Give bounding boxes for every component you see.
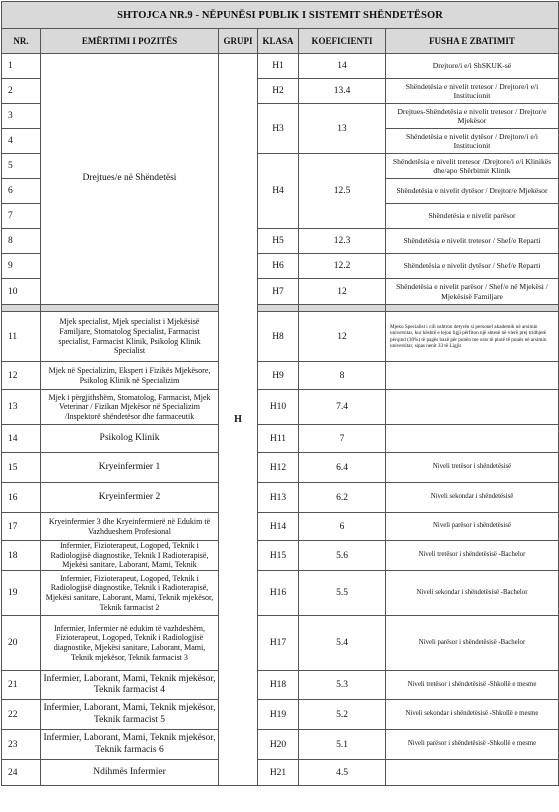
row-fusha: Shëndetësia e nivelit tretesor / Shef/e Reparti [386,229,559,254]
row-fusha: Shëndetësia e nivelit dytësor / Drejtore/i e/i Institucionit [386,129,559,154]
row-name: Mjek specialist, Mjek specialist i Mjekësisë Familjare, Stomatolog Specialist, Farmacist specialist, Farmacist Klinik, Psikolog Klinik Specialist [41,312,219,362]
row-nr: 12 [2,362,41,390]
row-name: Psikolog Klinik [41,425,219,453]
row-nr: 19 [2,571,41,616]
row-fusha: Niveli parësor i shëndetësisë -Shkollë e mesme [386,730,559,760]
table-title: SHTOJCA NR.9 - NËPUNËSI PUBLIK I SISTEMIT SHËNDETËSOR [2,2,559,29]
row-koef: 6 [299,513,386,541]
table-row [2,571,559,616]
row-koef: 6.2 [299,483,386,513]
row-koef: 12.2 [299,254,386,279]
row-fusha [386,425,559,453]
row-name: Infermier, Laborant, Mami, Teknik mjekësor, Teknik farmacis 6 [41,730,219,760]
row-nr: 24 [2,760,41,786]
header-nr: NR. [2,29,41,54]
row-klasa: H16 [258,571,299,616]
row-koef: 5.3 [299,671,386,700]
row-koef: 13.4 [299,79,386,104]
row-fusha: Shëndetësia e nivelit dytësor / Shef/e Reparti [386,254,559,279]
row-nr: 14 [2,425,41,453]
row-nr: 13 [2,390,41,425]
row-nr: 11 [2,312,41,362]
row-nr: 3 [2,104,41,129]
row-nr: 22 [2,700,41,730]
row-klasa: H11 [258,425,299,453]
row-koef: 12.5 [299,154,386,229]
table-row [2,453,559,483]
row-klasa: H9 [258,362,299,390]
table-row [2,513,559,541]
row-name: Infermier, Fizioterapeut, Logoped, Teknik i Radiologjisë diagnostike, Teknik I Radioterapisë, Mjekësi sanitare, Laborant, Mami, Teknik [41,541,219,571]
row-fusha: Drejtues-Shëndetësia e nivelit tretesor / Drejtor/e Mjekësor [386,104,559,129]
row-fusha: Niveli tretësor i shëndetësisë -Bachelor [386,541,559,571]
table-row [2,54,559,79]
row-nr: 2 [2,79,41,104]
table-row [2,390,559,425]
row-nr: 8 [2,229,41,254]
row-koef: 12.3 [299,229,386,254]
row-koef: 5.1 [299,730,386,760]
row-fusha: Shëndetësia e nivelit tretesor /Drejtore/i e/i Klinikës dhe/apo Shërbimit Klinik [386,154,559,179]
header-emertimi: EMËRTIMI I POZITËS [41,29,219,54]
row-koef: 6.4 [299,453,386,483]
row-klasa: H5 [258,229,299,254]
row-koef: 8 [299,362,386,390]
row-name: Mjek në Specializim, Ekspert i Fizikës Mjekësore, Psikolog Klinik në Specializim [41,362,219,390]
row-koef: 13 [299,104,386,154]
row-koef: 5.2 [299,700,386,730]
row-klasa: H6 [258,254,299,279]
row-klasa: H7 [258,279,299,305]
row-fusha: Shëndetësia e nivelit tretesor / Drejtore/i e/i Institucionit [386,79,559,104]
row-klasa: H3 [258,104,299,154]
row-fusha: Shëndetësia e nivelit dytësor / Drejtor/e Mjekësor [386,179,559,204]
header-fusha: FUSHA E ZBATIMIT [386,29,559,54]
row-nr: 15 [2,453,41,483]
row-nr: 21 [2,671,41,700]
row-fusha: Niveli parësor i shëndetësisë -Bachelor [386,616,559,671]
row-name: Infermier, Laborant, Mami, Teknik mjekësor, Teknik farmacist 4 [41,671,219,700]
row-koef: 5.5 [299,571,386,616]
row-koef: 5.4 [299,616,386,671]
group-cell: H [219,54,258,786]
row-fusha: Niveli parësor i shëndetësisë [386,513,559,541]
row-fusha: Mjeku Specialist i cili ushtron detyrën si personel akademik në arsimin universitar, kur kështë e lejon ligji përfiton një shtesë në vlerë prej tridhjetë përqind (30%) të pagës bazë për punën me orar të plotë të punës në arsimin universitar, sipas nenit 33 të Ligjit [386,312,559,362]
row-klasa: H13 [258,483,299,513]
row-nr: 18 [2,541,41,571]
row-fusha: Niveli sekondar i shëndetësisë -Bachelor [386,571,559,616]
section-separator [2,305,559,312]
table-row [2,616,559,671]
row-name: Kryeinfermier 2 [41,483,219,513]
row-koef: 7.4 [299,390,386,425]
row-fusha: Niveli sekondar i shëndetësisë [386,483,559,513]
row-fusha: Shëndetësia e nivelit parësor / Shef/e në Mjekësi / Mjekësisë Familjare [386,279,559,305]
row-nr: 4 [2,129,41,154]
row-nr: 5 [2,154,41,179]
header-klasa: KLASA [258,29,299,54]
row-nr: 20 [2,616,41,671]
row-nr: 16 [2,483,41,513]
table-row [2,730,559,760]
row-klasa: H14 [258,513,299,541]
header-koeficienti: KOEFICIENTI [299,29,386,54]
row-klasa: H15 [258,541,299,571]
classification-table [1,1,559,786]
row-klasa: H21 [258,760,299,786]
row-koef: 14 [299,54,386,79]
table-row [2,700,559,730]
row-koef: 4.5 [299,760,386,786]
table-row [2,312,559,362]
row-klasa: H12 [258,453,299,483]
row-klasa: H4 [258,154,299,229]
row-nr: 9 [2,254,41,279]
table-row [2,362,559,390]
row-name: Infermier, Infermier në edukim të vazhdeshëm, Fizioterapeut, Logoped, Teknik i Radiologjisë diagnostike, Mjekësi sanitare, Laborant, Mami, Teknik mjekësor, Teknik farmacist 3 [41,616,219,671]
row-nr: 17 [2,513,41,541]
row-fusha: Shëndetësia e nivelit parësor [386,204,559,229]
header-grupi: GRUPI [219,29,258,54]
row-fusha [386,362,559,390]
row-koef: 12 [299,279,386,305]
row-fusha [386,390,559,425]
row-fusha: Niveli sekondar i shëndetësisë -Shkollë e mesme [386,700,559,730]
table-row [2,425,559,453]
row-name: Kryeinfermier 1 [41,453,219,483]
row-klasa: H2 [258,79,299,104]
table-row [2,483,559,513]
row-name: Ndihmës Infermier [41,760,219,786]
row-fusha: Niveli tretësor i shëndetësisë [386,453,559,483]
row-name: Infermier, Laborant, Mami, Teknik mjekësor, Teknik farmacist 5 [41,700,219,730]
row-klasa: H10 [258,390,299,425]
row-klasa: H1 [258,54,299,79]
row-name: Infermier, Fizioterapeut, Logoped, Teknik i Radiologjisë diagnostike, Teknik i Radioterapisë, Mjekësi sanitare, Laborant, Mami, Teknik mjekësor, Teknik farmacist 2 [41,571,219,616]
row-name: Mjek i përgjithshëm, Stomatolog, Farmacist, Mjek Veterinar / Fizikan Mjekësor në Specializim /Inspektorë shëndetësor dhe farmaceutik [41,390,219,425]
row-klasa: H18 [258,671,299,700]
row-klasa: H8 [258,312,299,362]
row-fusha: Drejtore/i e/i ShSKUK-së [386,54,559,79]
row-name: Kryeinfermier 3 dhe Kryeinfermierë në Edukim të Vazhdueshem Profesional [41,513,219,541]
row-fusha [386,760,559,786]
director-title-cell: Drejtues/e në Shëndetësi [41,54,219,305]
row-klasa: H19 [258,700,299,730]
row-nr: 1 [2,54,41,79]
row-koef: 5.6 [299,541,386,571]
row-nr: 23 [2,730,41,760]
row-koef: 12 [299,312,386,362]
row-nr: 10 [2,279,41,305]
row-koef: 7 [299,425,386,453]
row-klasa: H17 [258,616,299,671]
row-fusha: Niveli tretësor i shëndetësisë -Shkollë e mesme [386,671,559,700]
row-nr: 6 [2,179,41,204]
row-klasa: H20 [258,730,299,760]
table-row [2,541,559,571]
row-nr: 7 [2,204,41,229]
table-row [2,760,559,786]
table-row [2,671,559,700]
